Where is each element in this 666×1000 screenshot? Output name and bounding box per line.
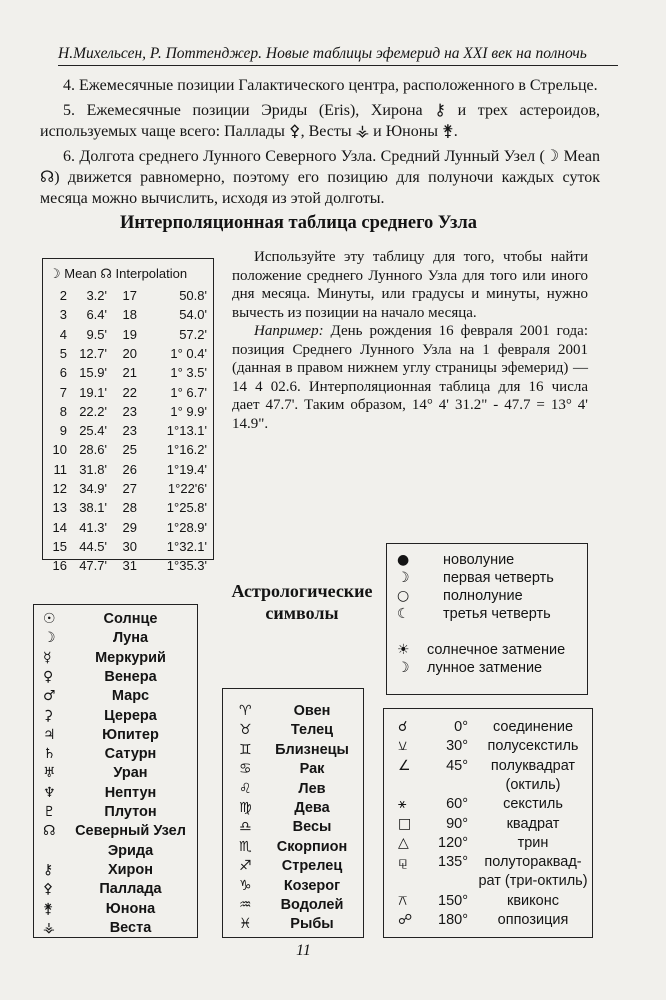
sign-name: Водолей bbox=[280, 897, 344, 913]
zodiac-sign-icon: ♋ bbox=[239, 761, 252, 778]
interp-cell: 2 bbox=[59, 288, 67, 303]
zodiac-sign-icon: ♑ bbox=[239, 877, 252, 894]
interp-cell: 1° 6.7' bbox=[170, 384, 207, 400]
running-header: Н.Михельсен, Р. Поттенджер. Новые таблицы эфемерид на XXI век на полночь bbox=[58, 45, 618, 66]
interp-cell: 1°35.3' bbox=[166, 558, 207, 574]
interp-cell: 41.3' bbox=[79, 519, 107, 535]
interp-cell: 18 bbox=[122, 307, 137, 323]
planet-symbol-icon: ♆ bbox=[43, 784, 56, 801]
interp-cell: 22 bbox=[122, 384, 137, 400]
interp-row bbox=[43, 327, 213, 347]
interp-row bbox=[43, 462, 213, 482]
sign-row bbox=[223, 839, 363, 858]
paragraph-4 bbox=[40, 75, 600, 96]
planet-symbol-icon: ☿ bbox=[43, 649, 52, 666]
planet-symbol-icon: ♀ bbox=[43, 668, 54, 685]
moon-phase-label: первая четверть bbox=[443, 570, 554, 586]
sign-name: Лев bbox=[298, 780, 326, 797]
planet-row bbox=[34, 708, 197, 727]
astro-title-line2: символы bbox=[265, 603, 339, 623]
interp-cell: 30 bbox=[122, 538, 137, 554]
explanation-p1 bbox=[232, 248, 588, 322]
sign-row bbox=[223, 916, 363, 935]
paragraph-6 bbox=[40, 146, 600, 209]
interp-row bbox=[43, 500, 213, 520]
zodiac-sign-icon: ♓ bbox=[239, 916, 252, 933]
interp-row bbox=[43, 385, 213, 405]
planet-name: Веста bbox=[109, 919, 152, 936]
interp-cell: 17 bbox=[122, 288, 137, 303]
planet-row bbox=[34, 650, 197, 669]
aspect-name: соединение bbox=[492, 719, 574, 735]
interp-cell: 4 bbox=[59, 326, 67, 342]
aspect-row bbox=[384, 719, 592, 738]
interp-cell: 3 bbox=[59, 307, 67, 323]
aspect-row bbox=[384, 758, 592, 777]
interp-cell: 28.6' bbox=[79, 442, 107, 458]
interp-cell: 1° 0.4' bbox=[170, 345, 207, 361]
aspect-name: рат (три-октиль) bbox=[478, 873, 588, 890]
zodiac-sign-icon: ♊ bbox=[239, 741, 252, 758]
planet-row bbox=[34, 785, 197, 804]
aspect-symbol-icon: ⚺ bbox=[398, 738, 408, 755]
interp-cell: 23 bbox=[122, 403, 137, 419]
aspect-symbol-icon: △ bbox=[398, 834, 409, 851]
interp-cell: 1°13.1' bbox=[166, 423, 207, 439]
interp-cell: 27 bbox=[122, 481, 137, 496]
planet-name: Хирон bbox=[107, 861, 154, 878]
aspect-name: полусекстиль bbox=[487, 738, 579, 755]
zodiac-sign-icon: ♐ bbox=[239, 858, 252, 875]
moon-phase-label: солнечное затмение bbox=[427, 642, 566, 658]
planet-symbol-icon: ⚳ bbox=[43, 707, 54, 724]
moon-phases-box bbox=[386, 543, 588, 695]
interp-cell: 1° 9.9' bbox=[170, 403, 207, 419]
zodiac-sign-icon: ♉ bbox=[239, 722, 252, 739]
sign-name: Телец bbox=[290, 722, 334, 739]
aspects-box bbox=[383, 708, 593, 938]
moon-phase-icon: ☀ bbox=[397, 642, 410, 658]
planet-name: Марс bbox=[111, 688, 150, 705]
moon-phase-row bbox=[387, 642, 587, 660]
interp-row bbox=[43, 423, 213, 443]
planet-name: Плутон bbox=[104, 804, 157, 820]
interp-cell: 1°28.9' bbox=[166, 519, 207, 535]
aspect-name: секстиль bbox=[503, 796, 563, 813]
planet-symbol-icon: ⚷ bbox=[43, 861, 54, 878]
interp-row bbox=[43, 404, 213, 424]
interp-cell: 57.2' bbox=[179, 326, 207, 342]
planets-box bbox=[33, 604, 198, 938]
planet-symbol-icon: ♃ bbox=[43, 726, 56, 743]
aspect-symbol-icon: □ bbox=[398, 815, 412, 832]
explanation-p2-text: День рождения 16 февраля 2001 года: позиция Среднего Лунного Узла на 1 февраля 2001 (данная в правом нижнем углу страницы эфемерид) — 14 4 02.6. Интерполяционная таблица для 16 числа дает 47.7'. Таким образом, 14° 4' 31.2" - 47.7 = 13° 4' 14.9". bbox=[232, 323, 588, 432]
planet-row bbox=[34, 843, 197, 862]
planet-row bbox=[34, 901, 197, 920]
moon-phase-icon: ○ bbox=[397, 588, 410, 604]
interp-cell: 8 bbox=[59, 403, 67, 419]
planet-name: Паллада bbox=[99, 881, 162, 898]
planet-symbol-icon: ♇ bbox=[43, 804, 56, 820]
paragraph-6-text: 6. Долгота среднего Лунного Северного Узла. Средний Лунный Узел (☽ Mean ☊) движется равномерно, поэтому его позицию для полуночи каждых суток месяца можно вычислить, исходя из этой долготы. bbox=[40, 148, 600, 207]
interp-cell: 21 bbox=[122, 365, 137, 381]
interp-cell: 3.2' bbox=[86, 288, 107, 303]
aspect-degrees: 30° bbox=[446, 738, 468, 755]
planet-row bbox=[34, 881, 197, 900]
planet-symbol-icon: ⚴ bbox=[43, 881, 54, 898]
sign-name: Рак bbox=[299, 761, 325, 778]
interp-cell: 29 bbox=[122, 519, 137, 535]
planet-symbol-icon: ♅ bbox=[43, 765, 56, 782]
interp-cell: 19 bbox=[122, 326, 137, 342]
planet-row bbox=[34, 804, 197, 823]
interp-cell: 6 bbox=[59, 365, 67, 381]
planet-row bbox=[34, 669, 197, 688]
planet-name: Юнона bbox=[105, 900, 156, 917]
interp-row bbox=[43, 288, 213, 308]
planet-name: Северный Узел bbox=[75, 823, 186, 840]
aspect-symbol-icon: ⚹ bbox=[398, 796, 407, 813]
interp-row bbox=[43, 442, 213, 462]
aspect-degrees: 60° bbox=[446, 796, 468, 813]
explanation-p2 bbox=[232, 322, 588, 433]
aspect-row bbox=[384, 777, 592, 796]
interp-cell: 14 bbox=[52, 519, 67, 535]
interp-row bbox=[43, 539, 213, 559]
aspect-name: полутораквад- bbox=[484, 854, 582, 871]
interp-row bbox=[43, 520, 213, 540]
planet-symbol-icon: ☊ bbox=[43, 823, 56, 840]
aspect-degrees: 150° bbox=[438, 892, 468, 909]
sign-name: Весы bbox=[292, 819, 332, 836]
zodiac-sign-icon: ♏ bbox=[239, 838, 252, 855]
planet-symbol-icon: ♄ bbox=[43, 746, 56, 763]
interp-cell: 1°25.8' bbox=[166, 500, 207, 516]
sign-name: Козерог bbox=[283, 877, 341, 894]
moon-phase-label: полнолуние bbox=[443, 588, 523, 604]
aspect-name: (октиль) bbox=[505, 776, 561, 793]
moon-phase-icon: ● bbox=[397, 552, 410, 568]
planet-symbol-icon: ⚶ bbox=[43, 919, 55, 936]
paragraph-4-text: 4. Ежемесячные позиции Галактического центра, расположенного в Стрельце. bbox=[63, 77, 598, 94]
interp-cell: 5 bbox=[59, 345, 67, 361]
aspect-name: квиконс bbox=[507, 892, 559, 909]
interp-cell: 23 bbox=[122, 423, 137, 439]
zodiac-sign-icon: ♎ bbox=[239, 819, 252, 836]
interp-cell: 15 bbox=[52, 538, 67, 554]
interp-row bbox=[43, 558, 213, 578]
planet-name: Уран bbox=[113, 765, 148, 782]
interp-cell: 31 bbox=[122, 558, 137, 574]
moon-phase-row bbox=[387, 588, 587, 606]
aspect-name: оппозиция bbox=[497, 912, 569, 928]
interp-cell: 9.5' bbox=[86, 326, 107, 342]
interp-cell: 20 bbox=[122, 345, 137, 361]
interp-row bbox=[43, 307, 213, 327]
planet-row bbox=[34, 765, 197, 784]
aspect-degrees: 0° bbox=[454, 719, 468, 735]
aspect-symbol-icon: ⚻ bbox=[398, 892, 408, 909]
sign-name: Стрелец bbox=[281, 858, 343, 875]
sign-row bbox=[223, 858, 363, 877]
planet-name: Солнце bbox=[103, 611, 158, 627]
planet-name: Меркурий bbox=[95, 649, 166, 666]
planet-row bbox=[34, 862, 197, 881]
sign-row bbox=[223, 742, 363, 761]
section-title: Интерполяционная таблица среднего Узла bbox=[120, 213, 478, 233]
planet-row bbox=[34, 920, 197, 939]
moon-phase-row bbox=[387, 606, 587, 624]
zodiac-sign-icon: ♒ bbox=[239, 897, 252, 913]
aspect-row bbox=[384, 796, 592, 815]
aspect-degrees: 90° bbox=[446, 815, 468, 832]
interp-cell: 44.5' bbox=[79, 538, 107, 554]
planet-symbol-icon: ☉ bbox=[43, 611, 56, 627]
planet-symbol-icon: ♂ bbox=[43, 688, 56, 705]
page-number: 11 bbox=[296, 942, 311, 959]
aspect-row bbox=[384, 816, 592, 835]
interp-cell: 22.2' bbox=[79, 403, 107, 419]
planet-name: Сатурн bbox=[104, 746, 157, 763]
interp-cell: 1°16.2' bbox=[166, 442, 207, 458]
interp-cell: 16 bbox=[52, 558, 67, 574]
sign-row bbox=[223, 878, 363, 897]
planet-name: Нептун bbox=[104, 784, 157, 801]
interpolation-header: ☽ Mean ☊ Interpolation bbox=[49, 266, 188, 281]
aspect-degrees: 135° bbox=[438, 854, 468, 871]
moon-phase-icon: ☾ bbox=[397, 606, 410, 622]
zodiac-sign-icon: ♍ bbox=[239, 800, 252, 816]
interp-cell: 1°22'6' bbox=[167, 481, 207, 496]
moon-phase-label: третья четверть bbox=[443, 606, 551, 622]
interp-cell: 9 bbox=[59, 423, 67, 439]
aspect-symbol-icon: ☍ bbox=[398, 912, 413, 928]
planet-name: Юпитер bbox=[102, 726, 159, 743]
aspect-symbol-icon: ∠ bbox=[398, 757, 411, 774]
explanation-text bbox=[232, 248, 588, 433]
interpolation-table bbox=[42, 258, 214, 574]
aspect-symbol-icon: ⚼ bbox=[398, 854, 408, 871]
aspect-degrees: 45° bbox=[446, 757, 468, 774]
moon-phase-icon: ☽ bbox=[397, 660, 410, 676]
interp-cell: 1°19.4' bbox=[166, 461, 207, 477]
interp-cell: 28 bbox=[122, 500, 137, 516]
interp-row bbox=[43, 365, 213, 385]
aspect-degrees: 120° bbox=[438, 834, 468, 851]
interp-cell: 13 bbox=[52, 500, 67, 516]
sign-row bbox=[223, 800, 363, 819]
example-label: Например: bbox=[254, 323, 324, 339]
planet-row bbox=[34, 630, 197, 649]
astro-symbols-title bbox=[212, 580, 392, 624]
planet-row bbox=[34, 688, 197, 707]
aspect-row bbox=[384, 873, 592, 892]
aspect-name: полуквадрат bbox=[490, 757, 576, 774]
moon-phase-icon: ☽ bbox=[397, 570, 410, 586]
aspect-name: квадрат bbox=[506, 815, 560, 832]
interp-cell: 19.1' bbox=[79, 384, 107, 400]
planet-row bbox=[34, 727, 197, 746]
interp-cell: 1°32.1' bbox=[166, 538, 207, 554]
sign-name: Рыбы bbox=[290, 916, 334, 933]
interp-cell: 31.8' bbox=[79, 461, 107, 477]
interp-cell: 47.7' bbox=[79, 558, 107, 574]
planet-row bbox=[34, 746, 197, 765]
sign-row bbox=[223, 819, 363, 838]
explanation-p1-text: Используйте эту таблицу для того, чтобы найти положение среднего Лунного Узла для того или иного дня месяца. Минуты, или градусы и минуты, нужно вычесть из позиции на начало месяца. bbox=[232, 249, 588, 321]
interp-cell: 11 bbox=[53, 461, 67, 477]
planet-row bbox=[34, 823, 197, 842]
interp-cell: 25 bbox=[122, 442, 137, 458]
interp-cell: 50.8' bbox=[179, 288, 207, 303]
interp-cell: 6.4' bbox=[86, 307, 107, 323]
planet-name: Венера bbox=[104, 668, 157, 685]
sign-name: Овен bbox=[293, 703, 331, 719]
sign-row bbox=[223, 761, 363, 780]
planet-name: Луна bbox=[112, 630, 149, 647]
sign-row bbox=[223, 703, 363, 722]
aspect-row bbox=[384, 854, 592, 873]
zodiac-sign-icon: ♌ bbox=[239, 780, 252, 797]
signs-box bbox=[222, 688, 364, 938]
interp-cell: 54.0' bbox=[179, 307, 207, 323]
paragraph-5-text: 5. Ежемесячные позиции Эриды (Eris), Хирона ⚷ и трех астероидов, используемых чаще всего: Паллады ⚴, Весты ⚶ и Юноны ⚵. bbox=[40, 102, 600, 140]
aspect-row bbox=[384, 893, 592, 912]
sign-name: Дева bbox=[294, 800, 330, 816]
moon-phase-label: новолуние bbox=[443, 552, 515, 568]
paragraph-5 bbox=[40, 100, 600, 142]
sign-row bbox=[223, 781, 363, 800]
planet-symbol-icon: ⚵ bbox=[43, 900, 54, 917]
aspect-row bbox=[384, 835, 592, 854]
interp-cell: 38.1' bbox=[79, 500, 107, 516]
sign-row bbox=[223, 722, 363, 741]
zodiac-sign-icon: ♈ bbox=[239, 703, 252, 719]
aspect-symbol-icon: ☌ bbox=[398, 719, 408, 735]
interp-row bbox=[43, 346, 213, 366]
aspect-name: трин bbox=[517, 834, 549, 851]
interp-cell: 25.4' bbox=[79, 423, 107, 439]
astro-title-line1: Астрологические bbox=[231, 581, 373, 601]
sign-name: Близнецы bbox=[275, 741, 349, 758]
sign-row bbox=[223, 897, 363, 916]
planet-name: Церера bbox=[104, 707, 157, 724]
interp-cell: 26 bbox=[122, 461, 137, 477]
interp-cell: 10 bbox=[52, 442, 67, 458]
planet-symbol-icon: ☽ bbox=[43, 630, 56, 647]
sign-name: Скорпион bbox=[276, 838, 348, 855]
interp-cell: 12 bbox=[52, 481, 67, 496]
aspect-row bbox=[384, 912, 592, 931]
interp-row bbox=[43, 481, 213, 501]
moon-phase-label: лунное затмение bbox=[427, 660, 543, 676]
planet-name: Эрида bbox=[107, 842, 154, 859]
aspect-row bbox=[384, 738, 592, 757]
moon-phase-row bbox=[387, 552, 587, 570]
interp-cell: 1° 3.5' bbox=[170, 365, 207, 381]
moon-phase-row bbox=[387, 570, 587, 588]
interp-cell: 34.9' bbox=[79, 481, 107, 496]
planet-row bbox=[34, 611, 197, 630]
aspect-degrees: 180° bbox=[438, 912, 468, 928]
moon-phase-row bbox=[387, 660, 587, 678]
interp-cell: 12.7' bbox=[79, 345, 107, 361]
interp-cell: 15.9' bbox=[79, 365, 107, 381]
interp-cell: 7 bbox=[59, 384, 67, 400]
